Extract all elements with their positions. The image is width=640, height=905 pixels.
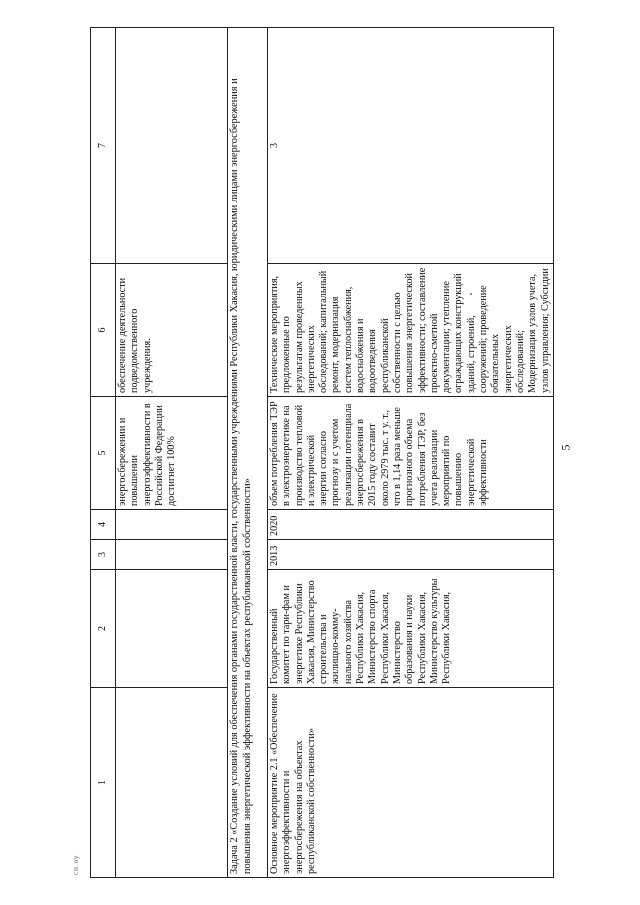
measure-row [268, 28, 554, 878]
header-col-3: 3 [91, 540, 116, 570]
header-row [91, 28, 116, 878]
executors-cell: Государственный комитет по тари-фам и энергетике Республики Хакасия, Министерство строительства и жилищно-комму-нального хозяйства Республики Хакасия, Министерство спорта Республики Хакасия, Министерство образования и науки Республики Хакасия, Министерство культуры Республики Хакасия, [268, 570, 554, 688]
margin-mark: сп.оу [72, 854, 80, 875]
cont-indicator-cell: энергосбережении и повышении энергоэффективности в Российской Федерации достигнет 100% [116, 397, 228, 510]
cont-cell-1 [116, 688, 228, 878]
rotated-page-content [90, 28, 580, 878]
continuation-row [116, 28, 228, 878]
col7-cell: 3 [268, 28, 554, 264]
task-heading: Задача 2 «Создание условий для обеспечения органами государственной власти, государственными учреждениями Республики Хакасия, юридическими лицами энергосбережения и повышения энергетической эффективности на объектах республиканской собственности» [228, 28, 268, 878]
header-col-2: 2 [91, 570, 116, 688]
cont-cell-3 [116, 540, 228, 570]
cont-cell-4 [116, 510, 228, 540]
activities-cell: Технические мероприятия, предложенные по результатам проведенных энергетических обследований; капитальный ремонт, модернизация систем теплоснабжения, водоснабжения и водоотведения республиканской собственности с целью повышения энергетической эффективности; составление проектно-сметной документации; утепление ограждающих конструкций зданий, строений, сооружений; проведение обязательных энергетических обследований; Модернизация узлов учета, узлов управления; Субсидии [268, 264, 554, 397]
header-col-4: 4 [91, 510, 116, 540]
header-col-7: 7 [91, 28, 116, 264]
cont-cell-7 [116, 28, 228, 264]
header-col-5: 5 [91, 397, 116, 510]
header-col-6: 6 [91, 264, 116, 397]
start-year-cell: 2013 [268, 540, 554, 570]
task-row [228, 28, 268, 878]
cont-activity-cell: обеспечение деятельности подведомственного учреждения. [116, 264, 228, 397]
measures-table [90, 27, 554, 878]
measure-name-cell: Основное мероприятие 2.1 «Обеспечение энергоэффективности и энергосбережения на объектах республиканской собственности» [268, 688, 554, 878]
header-col-1: 1 [91, 688, 116, 878]
expected-result-cell: объем потребления ТЭР в электроэнергетике на производство тепловой и электрической энергии согласно прогнозу и с учетом реализации потенциала энергосбережения в 2015 году составит около 2979 тыс. т у. т., что в 1,14 раза меньше прогнозного объема потребления ТЭР, без учета реализации мероприятий по повышению энергетической эффективности [268, 397, 554, 510]
cont-cell-2 [116, 570, 228, 688]
page-number: 5 [558, 444, 573, 451]
end-year-cell: 2020 [268, 510, 554, 540]
